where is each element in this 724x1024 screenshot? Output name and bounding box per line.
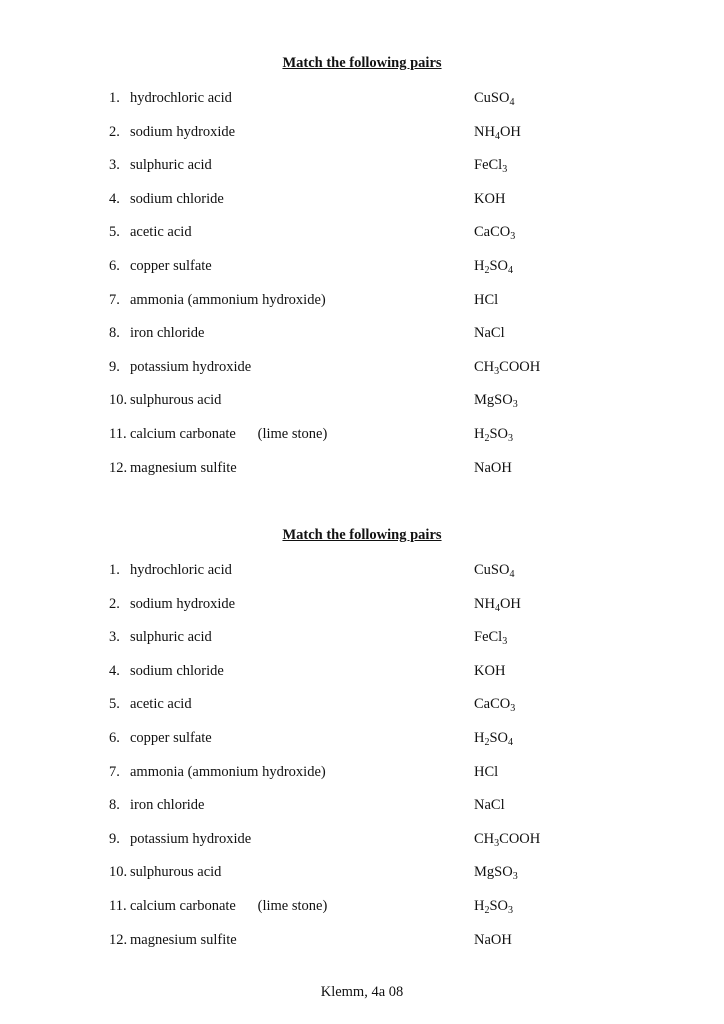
compound-name: calcium carbonate (lime stone) bbox=[130, 425, 328, 442]
item-number: 9. bbox=[109, 830, 120, 847]
chemical-formula bbox=[474, 390, 518, 410]
pair-list bbox=[0, 88, 724, 491]
formula-subscript: 4 bbox=[494, 602, 500, 614]
formula-part: CuSO bbox=[474, 562, 510, 578]
compound-name: sulphurous acid bbox=[130, 392, 222, 409]
formula-part: NaCl bbox=[474, 797, 505, 814]
item-number: 2. bbox=[109, 595, 120, 612]
item-number: 1. bbox=[109, 90, 120, 106]
list-item bbox=[0, 458, 724, 492]
compound-name: copper sulfate bbox=[130, 257, 212, 274]
formula-part: FeCl bbox=[474, 157, 503, 174]
chemical-formula bbox=[474, 896, 513, 916]
list-item bbox=[0, 189, 724, 223]
formula-part: H bbox=[474, 729, 485, 746]
chemical-formula bbox=[474, 829, 540, 849]
formula-subscript: 3 bbox=[502, 164, 508, 176]
compound-name: copper sulfate bbox=[130, 729, 212, 746]
chemical-formula bbox=[474, 930, 512, 950]
item-number: 9. bbox=[109, 358, 120, 375]
formula-part: H bbox=[474, 425, 485, 442]
formula-subscript: 4 bbox=[508, 736, 514, 748]
formula-subscript: 4 bbox=[494, 130, 500, 142]
chemical-formula bbox=[474, 222, 515, 242]
match-section-2 bbox=[0, 524, 724, 963]
compound-name: potassium hydroxide bbox=[130, 830, 252, 847]
chemical-formula bbox=[474, 323, 505, 343]
item-number: 11. bbox=[109, 897, 127, 914]
item-number: 10. bbox=[109, 864, 128, 881]
match-section-1 bbox=[0, 52, 724, 491]
compound-name: iron chloride bbox=[130, 325, 205, 342]
formula-part: COOH bbox=[499, 358, 541, 375]
chemical-formula bbox=[474, 458, 512, 478]
list-item bbox=[0, 357, 724, 391]
item-number: 1. bbox=[109, 562, 120, 578]
list-item bbox=[0, 829, 724, 863]
chemical-formula bbox=[474, 661, 505, 681]
formula-part: CuSO bbox=[474, 90, 510, 106]
item-number: 8. bbox=[109, 325, 120, 342]
list-item bbox=[0, 290, 724, 324]
formula-subscript: 4 bbox=[509, 569, 515, 580]
formula-part: SO bbox=[489, 729, 509, 746]
formula-part: KOH bbox=[474, 662, 506, 679]
item-number: 3. bbox=[109, 629, 120, 646]
formula-subscript: 3 bbox=[502, 636, 508, 648]
list-item bbox=[0, 424, 724, 458]
section-title: Match the following pairs bbox=[282, 527, 442, 543]
formula-part: CaCO bbox=[474, 224, 511, 241]
item-number: 3. bbox=[109, 157, 120, 174]
item-number: 7. bbox=[109, 291, 120, 308]
item-number: 10. bbox=[109, 392, 128, 409]
item-number: 4. bbox=[109, 190, 120, 207]
formula-subscript: 2 bbox=[484, 432, 490, 444]
compound-name: sulphuric acid bbox=[130, 157, 212, 174]
formula-subscript: 3 bbox=[510, 231, 516, 243]
compound-name: calcium carbonate (lime stone) bbox=[130, 897, 328, 914]
list-item bbox=[0, 627, 724, 661]
section-title: Match the following pairs bbox=[282, 55, 442, 71]
chemical-formula bbox=[474, 155, 507, 175]
list-item bbox=[0, 390, 724, 424]
compound-name: sodium hydroxide bbox=[130, 595, 236, 612]
list-item bbox=[0, 661, 724, 695]
formula-part: MgSO bbox=[474, 392, 513, 409]
list-item bbox=[0, 594, 724, 628]
list-item bbox=[0, 862, 724, 896]
item-number: 12. bbox=[109, 931, 128, 948]
compound-name: sulphuric acid bbox=[130, 629, 212, 646]
formula-subscript: 3 bbox=[494, 365, 500, 377]
compound-name: magnesium sulfite bbox=[130, 931, 237, 948]
chemical-formula bbox=[474, 88, 514, 108]
compound-name: potassium hydroxide bbox=[130, 358, 252, 375]
chemical-formula bbox=[474, 862, 518, 882]
item-number: 5. bbox=[109, 224, 120, 241]
list-item bbox=[0, 896, 724, 930]
formula-part: OH bbox=[499, 123, 521, 140]
chemical-formula bbox=[474, 795, 505, 815]
formula-subscript: 3 bbox=[508, 432, 514, 444]
formula-subscript: 2 bbox=[484, 264, 490, 276]
compound-name: iron chloride bbox=[130, 797, 205, 814]
item-number: 2. bbox=[109, 123, 120, 140]
item-number: 4. bbox=[109, 662, 120, 679]
formula-part: H bbox=[474, 257, 485, 274]
compound-name: acetic acid bbox=[130, 696, 192, 713]
formula-part: NaCl bbox=[474, 325, 505, 342]
item-number: 11. bbox=[109, 425, 127, 442]
formula-subscript: 3 bbox=[494, 837, 500, 849]
compound-name: sodium chloride bbox=[130, 662, 224, 679]
item-number: 7. bbox=[109, 763, 120, 780]
chemical-formula bbox=[474, 594, 521, 614]
compound-name: sodium hydroxide bbox=[130, 123, 236, 140]
list-item bbox=[0, 795, 724, 829]
formula-subscript: 2 bbox=[484, 904, 490, 916]
formula-part: FeCl bbox=[474, 629, 503, 646]
chemical-formula bbox=[474, 424, 513, 444]
compound-name: sodium chloride bbox=[130, 190, 224, 207]
formula-subscript: 3 bbox=[512, 399, 518, 411]
compound-name: ammonia (ammonium hydroxide) bbox=[130, 291, 326, 308]
formula-part: OH bbox=[499, 595, 521, 612]
formula-part: NaOH bbox=[474, 931, 512, 948]
item-number: 5. bbox=[109, 696, 120, 713]
chemical-formula bbox=[474, 256, 513, 276]
compound-name: sulphurous acid bbox=[130, 864, 222, 881]
formula-subscript: 3 bbox=[510, 703, 516, 715]
list-item bbox=[0, 762, 724, 796]
formula-part: SO bbox=[489, 425, 509, 442]
item-number: 12. bbox=[109, 459, 128, 476]
list-item bbox=[0, 694, 724, 728]
list-item bbox=[0, 930, 724, 964]
chemical-formula bbox=[474, 694, 515, 714]
compound-name: hydrochloric acid bbox=[130, 90, 232, 106]
pair-list bbox=[0, 560, 724, 963]
compound-name: magnesium sulfite bbox=[130, 459, 237, 476]
chemical-formula bbox=[474, 627, 507, 647]
compound-name: ammonia (ammonium hydroxide) bbox=[130, 763, 326, 780]
item-number: 8. bbox=[109, 797, 120, 814]
formula-part: H bbox=[474, 897, 485, 914]
chemical-formula bbox=[474, 357, 540, 377]
item-number: 6. bbox=[109, 729, 120, 746]
formula-subscript: 3 bbox=[512, 871, 518, 883]
formula-subscript: 2 bbox=[484, 736, 490, 748]
chemical-formula bbox=[474, 290, 498, 310]
chemical-formula bbox=[474, 560, 514, 580]
list-item bbox=[0, 256, 724, 290]
formula-part: HCl bbox=[474, 291, 499, 308]
formula-part: CH bbox=[474, 830, 495, 847]
list-item bbox=[0, 222, 724, 256]
formula-subscript: 3 bbox=[508, 904, 514, 916]
list-item bbox=[0, 560, 724, 594]
chemical-formula bbox=[474, 728, 513, 748]
formula-part: NaOH bbox=[474, 459, 512, 476]
formula-part: CH bbox=[474, 358, 495, 375]
list-item bbox=[0, 728, 724, 762]
formula-part: MgSO bbox=[474, 864, 513, 881]
formula-part: KOH bbox=[474, 190, 506, 207]
chemical-formula bbox=[474, 122, 521, 142]
chemical-formula bbox=[474, 762, 498, 782]
compound-name: hydrochloric acid bbox=[130, 562, 232, 578]
formula-subscript: 4 bbox=[508, 264, 514, 276]
list-item bbox=[0, 323, 724, 357]
item-number: 6. bbox=[109, 257, 120, 274]
list-item bbox=[0, 122, 724, 156]
formula-part: CaCO bbox=[474, 696, 511, 713]
page-footer: Klemm, 4a 08 bbox=[320, 984, 404, 1000]
formula-part: NH bbox=[474, 123, 495, 140]
formula-part: SO bbox=[489, 897, 509, 914]
formula-part: COOH bbox=[499, 830, 541, 847]
formula-part: HCl bbox=[474, 763, 499, 780]
formula-part: SO bbox=[489, 257, 509, 274]
formula-subscript: 4 bbox=[509, 97, 515, 108]
list-item bbox=[0, 88, 724, 122]
formula-part: NH bbox=[474, 595, 495, 612]
list-item bbox=[0, 155, 724, 189]
compound-name: acetic acid bbox=[130, 224, 192, 241]
chemical-formula bbox=[474, 189, 505, 209]
